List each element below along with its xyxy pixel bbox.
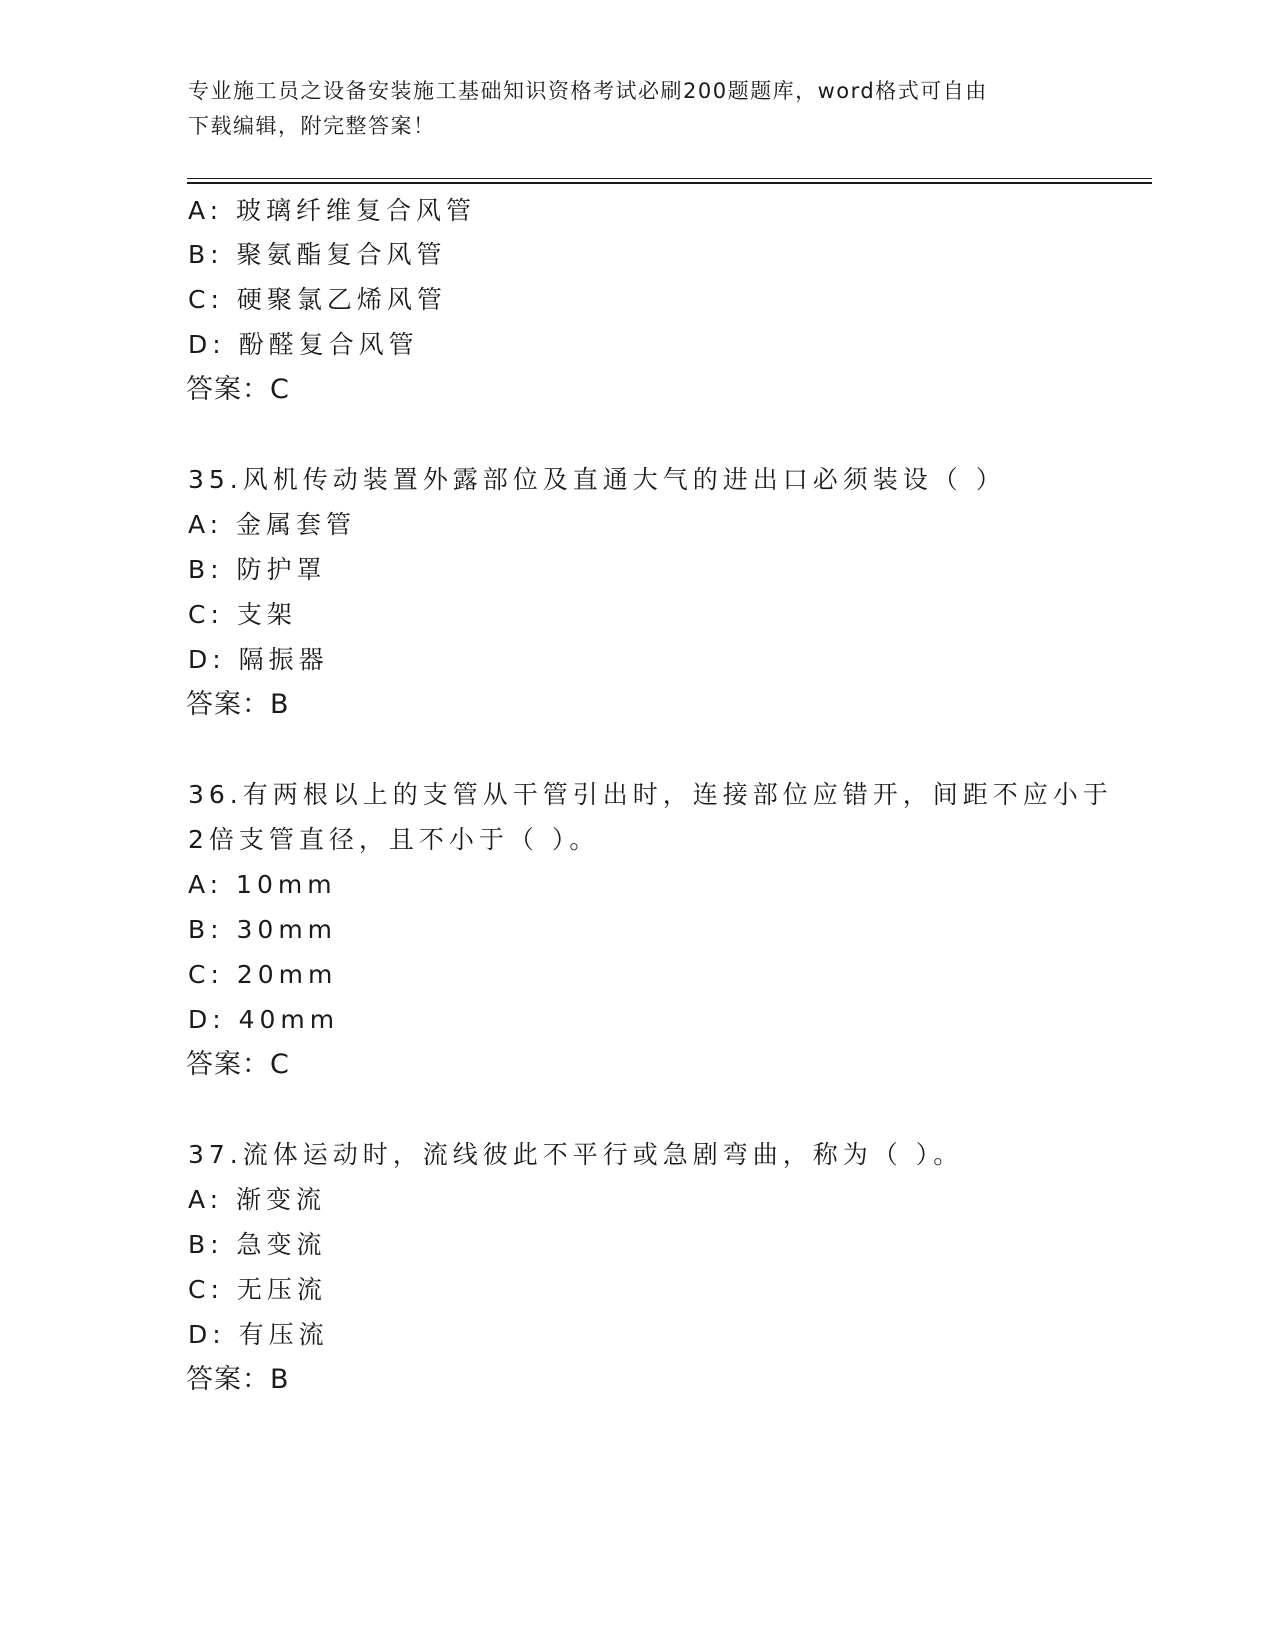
q34-option-c: C: 硬聚氯乙烯风管: [188, 285, 447, 314]
header-title-line-2: 下载编辑，附完整答案！: [188, 114, 436, 138]
header-title-line-1: 专业施工员之设备安装施工基础知识资格考试必刷200题题库，word格式可自由: [188, 79, 988, 103]
q36-option-a: A: 10mm: [188, 870, 337, 899]
q35-option-a: A: 金属套管: [188, 510, 357, 539]
q35-answer: 答案：B: [186, 689, 290, 720]
q36-answer: 答案：C: [186, 1049, 290, 1080]
q36-question-line-2: 2倍支管直径，且不小于（ ）。: [188, 825, 600, 854]
q36-option-c: C: 20mm: [188, 960, 338, 989]
document-header: [188, 74, 1068, 144]
q34-answer: 答案：C: [186, 374, 290, 405]
q37-option-a: A: 渐变流: [188, 1185, 327, 1214]
header-divider-thin: [187, 178, 1152, 179]
q34-option-a: A: 玻璃纤维复合风管: [188, 196, 477, 225]
q37-option-b: B: 急变流: [188, 1230, 327, 1259]
q35-option-b: B: 防护罩: [188, 555, 327, 584]
q35-option-c: C: 支架: [188, 600, 297, 629]
q34-option-d: D: 酚醛复合风管: [188, 330, 419, 359]
q36-question-line-1: 36.有两根以上的支管从干管引出时，连接部位应错开，间距不应小于: [188, 780, 1113, 809]
header-divider-thick: [187, 182, 1152, 184]
q37-option-d: D: 有压流: [188, 1320, 329, 1349]
q37-question: 37.流体运动时，流线彼此不平行或急剧弯曲，称为（ ）。: [188, 1140, 964, 1169]
q34-option-b: B: 聚氨酯复合风管: [188, 240, 447, 269]
q36-option-d: D: 40mm: [188, 1005, 340, 1034]
q35-question: 35.风机传动装置外露部位及直通大气的进出口必须装设（ ）: [188, 465, 1006, 494]
q35-option-d: D: 隔振器: [188, 645, 329, 674]
q37-option-c: C: 无压流: [188, 1275, 327, 1304]
q36-option-b: B: 30mm: [188, 915, 338, 944]
q37-answer: 答案：B: [186, 1364, 290, 1395]
